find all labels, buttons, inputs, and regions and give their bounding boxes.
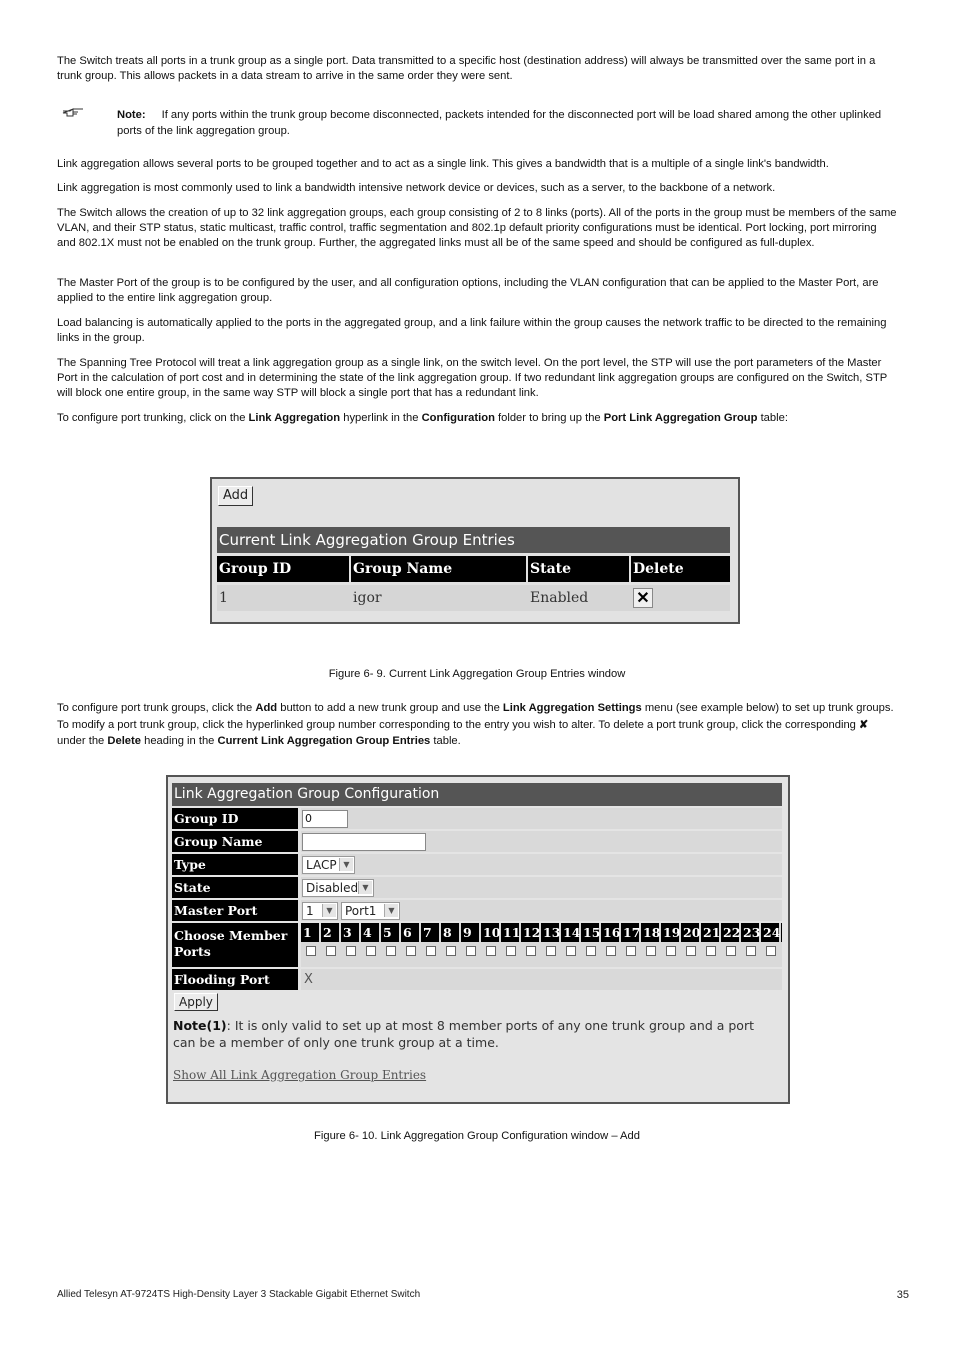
member-port-checkbox-9[interactable]	[466, 946, 476, 956]
member-port-checkbox-19[interactable]	[666, 946, 676, 956]
port-number-24: 24	[763, 925, 781, 940]
member-port-checkbox-4[interactable]	[366, 946, 376, 956]
group-name: igor	[353, 590, 382, 606]
member-port-checkbox-11[interactable]	[506, 946, 516, 956]
note-box	[117, 108, 897, 139]
header-group-name: Group Name	[351, 556, 528, 582]
port-number-15: 15	[583, 925, 601, 940]
port-number-header	[301, 923, 782, 942]
delete-icon[interactable]: ✕	[633, 588, 653, 608]
member-port-checkbox-8[interactable]	[446, 946, 456, 956]
member-port-checkbox-23[interactable]	[746, 946, 756, 956]
member-port-checkbox-21[interactable]	[706, 946, 716, 956]
paragraph-add-trunk: To configure port trunk groups, click the Add button to add a new trunk group and use the Link Aggregation Settings menu (see example below) to set up trunk groups. To modify a port trunk group, click the hyperlinked group number corresponding to the entry you wish to alter. To delete a port trunk group, click the corresponding ✘ under the Delete heading in the Current Link Aggregation Group Entries table.	[57, 702, 894, 747]
paragraph-configure: To configure port trunking, click on the Link Aggregation hyperlink in the Configuration folder to bring up the Port Link Aggregation Group table:	[57, 412, 788, 424]
port-number-7: 7	[421, 923, 441, 942]
member-port-checkbox-13[interactable]	[546, 946, 556, 956]
group-state: Enabled	[530, 590, 589, 606]
member-port-checkbox-12[interactable]	[526, 946, 536, 956]
member-port-checkbox-1[interactable]	[306, 946, 316, 956]
delete-x-icon: ✘	[859, 718, 869, 731]
port-number-4: 4	[361, 923, 381, 942]
master-port-select[interactable]: Port1 ▼	[341, 902, 400, 920]
port-number-19: 19	[663, 925, 681, 940]
port-number-13: 13	[543, 925, 561, 940]
apply-button[interactable]: Apply	[174, 993, 218, 1011]
member-port-checkbox-5[interactable]	[386, 946, 396, 956]
member-port-checkbox-7[interactable]	[426, 946, 436, 956]
table-row	[217, 585, 730, 611]
member-port-checkbox-18[interactable]	[646, 946, 656, 956]
row-state: State Disabled ▼	[172, 877, 782, 898]
type-select[interactable]: LACP ▼	[302, 856, 355, 874]
member-ports-area	[301, 923, 782, 967]
group-id-input[interactable]: 0	[302, 810, 348, 828]
header-state: State	[528, 556, 631, 582]
header-delete: Delete	[633, 561, 684, 577]
row-master-port: Master Port 1 ▼ Port1 ▼	[172, 900, 782, 921]
member-port-checkbox-15[interactable]	[586, 946, 596, 956]
port-number-10: 10	[483, 925, 501, 940]
port-number-23: 23	[743, 925, 761, 940]
chevron-down-icon: ▼	[358, 881, 372, 894]
member-port-checkbox-6[interactable]	[406, 946, 416, 956]
entries-table-title: Current Link Aggregation Group Entries	[217, 527, 730, 553]
member-port-checkbox-22[interactable]	[726, 946, 736, 956]
flooding-port-value: X	[301, 969, 782, 990]
current-link-aggregation-window	[210, 477, 740, 624]
port-number-11: 11	[503, 925, 521, 940]
link-aggregation-config-window	[166, 775, 790, 1104]
group-id-link[interactable]: 1	[219, 590, 228, 606]
note-text: If any ports within the trunk group become disconnected, packets intended for the disconnected port will be load shared among the other uplinked ports of the link aggregation group.	[117, 109, 882, 137]
pointing-hand-icon	[62, 108, 84, 118]
group-name-input[interactable]	[302, 833, 426, 851]
member-port-checkbox-3[interactable]	[346, 946, 356, 956]
config-note: Note(1): It is only valid to set up at most 8 member ports of any one trunk group and a port can be a member of only one trunk group at a time.	[173, 1018, 754, 1050]
row-flooding-port: Flooding Port X	[172, 969, 782, 990]
chevron-down-icon: ▼	[384, 904, 398, 917]
chevron-down-icon: ▼	[339, 858, 353, 871]
figure1-caption: Figure 6- 9. Current Link Aggregation Group Entries window	[328, 668, 626, 680]
port-number-14: 14	[563, 925, 581, 940]
row-group-id: Group ID 0	[172, 808, 782, 829]
member-port-checkbox-10[interactable]	[486, 946, 496, 956]
paragraph-stp: The Spanning Tree Protocol will treat a link aggregation group as a single link, on the switch level. On the port level, the STP will use the port parameters of the Master Port in the calculation of port cost and in determining the state of the link aggregation group. If two redundant link aggregation groups are configured on the Switch, STP will block one entire group, in the same way STP will block a single port that has a redundant link.	[57, 357, 888, 400]
port-number-3: 3	[341, 923, 361, 942]
port-number-8: 8	[441, 923, 461, 942]
member-port-checkbox-16[interactable]	[606, 946, 616, 956]
paragraph-load-balancing: Load balancing is automatically applied to the ports in the aggregated group, and a link failure within the group causes the network traffic to be directed to the remaining links in the group.	[57, 317, 887, 345]
member-port-checkbox-2[interactable]	[326, 946, 336, 956]
config-title: Link Aggregation Group Configuration	[172, 783, 782, 806]
port-number-20: 20	[683, 925, 701, 940]
entries-table-header	[217, 556, 730, 582]
master-unit-select[interactable]: 1 ▼	[302, 902, 338, 920]
header-group-id: Group ID	[217, 556, 351, 582]
page-number: 35	[896, 1289, 909, 1301]
member-port-checkbox-17[interactable]	[626, 946, 636, 956]
paragraph-trunk-port: The Switch treats all ports in a trunk group as a single port. Data transmitted to a specific host (destination address) will always be transmitted over the same port in a trunk group. This allows packets in a data stream to arrive in the same order they were sent.	[57, 55, 876, 83]
port-number-9: 9	[461, 923, 481, 942]
paragraph-master-port: The Master Port of the group is to be configured by the user, and all configuration options, including the VLAN configuration that can be applied to the Master Port, are applied to the entire link aggregation group.	[57, 277, 879, 305]
port-number-22: 22	[723, 925, 741, 940]
port-number-18: 18	[643, 925, 661, 940]
chevron-down-icon: ▼	[322, 904, 336, 917]
paragraph-link-aggregation: Link aggregation allows several ports to be grouped together and to act as a single link. This gives a bandwidth that is a multiple of a single link's bandwidth.	[57, 158, 829, 170]
show-all-entries-link[interactable]: Show All Link Aggregation Group Entries	[173, 1068, 427, 1082]
member-port-checkbox-24[interactable]	[766, 946, 776, 956]
port-number-5: 5	[381, 923, 401, 942]
paragraph-groups: The Switch allows the creation of up to 32 link aggregation groups, each group consisting of 2 to 8 links (ports). All of the ports in the group must be members of the same VLAN, and their STP status, static multicast, traffic control, traffic segmentation and 802.1p default priority configurations must be identical. Port locking, port mirroring and 802.1X must not be enabled on the trunk group. Further, the aggregated links must all be of the same speed and should be configured as full-duplex.	[57, 207, 897, 250]
member-port-checkbox-20[interactable]	[686, 946, 696, 956]
port-number-12: 12	[523, 925, 541, 940]
delete-cell	[631, 585, 730, 611]
member-port-checkbox-14[interactable]	[566, 946, 576, 956]
port-number-17: 17	[623, 925, 641, 940]
state-select[interactable]: Disabled ▼	[302, 879, 374, 897]
add-button[interactable]: Add	[218, 486, 253, 506]
port-number-1: 1	[301, 923, 321, 942]
port-number-21: 21	[703, 925, 721, 940]
footer-product: Allied Telesyn AT-9724TS High-Density Layer 3 Stackable Gigabit Ethernet Switch	[57, 1289, 421, 1300]
port-number-6: 6	[401, 923, 421, 942]
row-type: Type LACP ▼	[172, 854, 782, 875]
port-number-16: 16	[603, 925, 621, 940]
note-label: Note:	[117, 109, 146, 121]
paragraph-bandwidth: Link aggregation is most commonly used to link a bandwidth intensive network device or devices, such as a server, to the backbone of a network.	[57, 182, 776, 194]
row-member-ports: Choose Member Ports 1 2 3 4 5 6 7 8 9 10 11 12 13 14 15 16 17 18 19 20 21 22 23 24	[172, 923, 782, 967]
row-group-name: Group Name	[172, 831, 782, 852]
port-number-2: 2	[321, 923, 341, 942]
figure2-caption: Figure 6- 10. Link Aggregation Group Configuration window – Add	[314, 1130, 640, 1142]
